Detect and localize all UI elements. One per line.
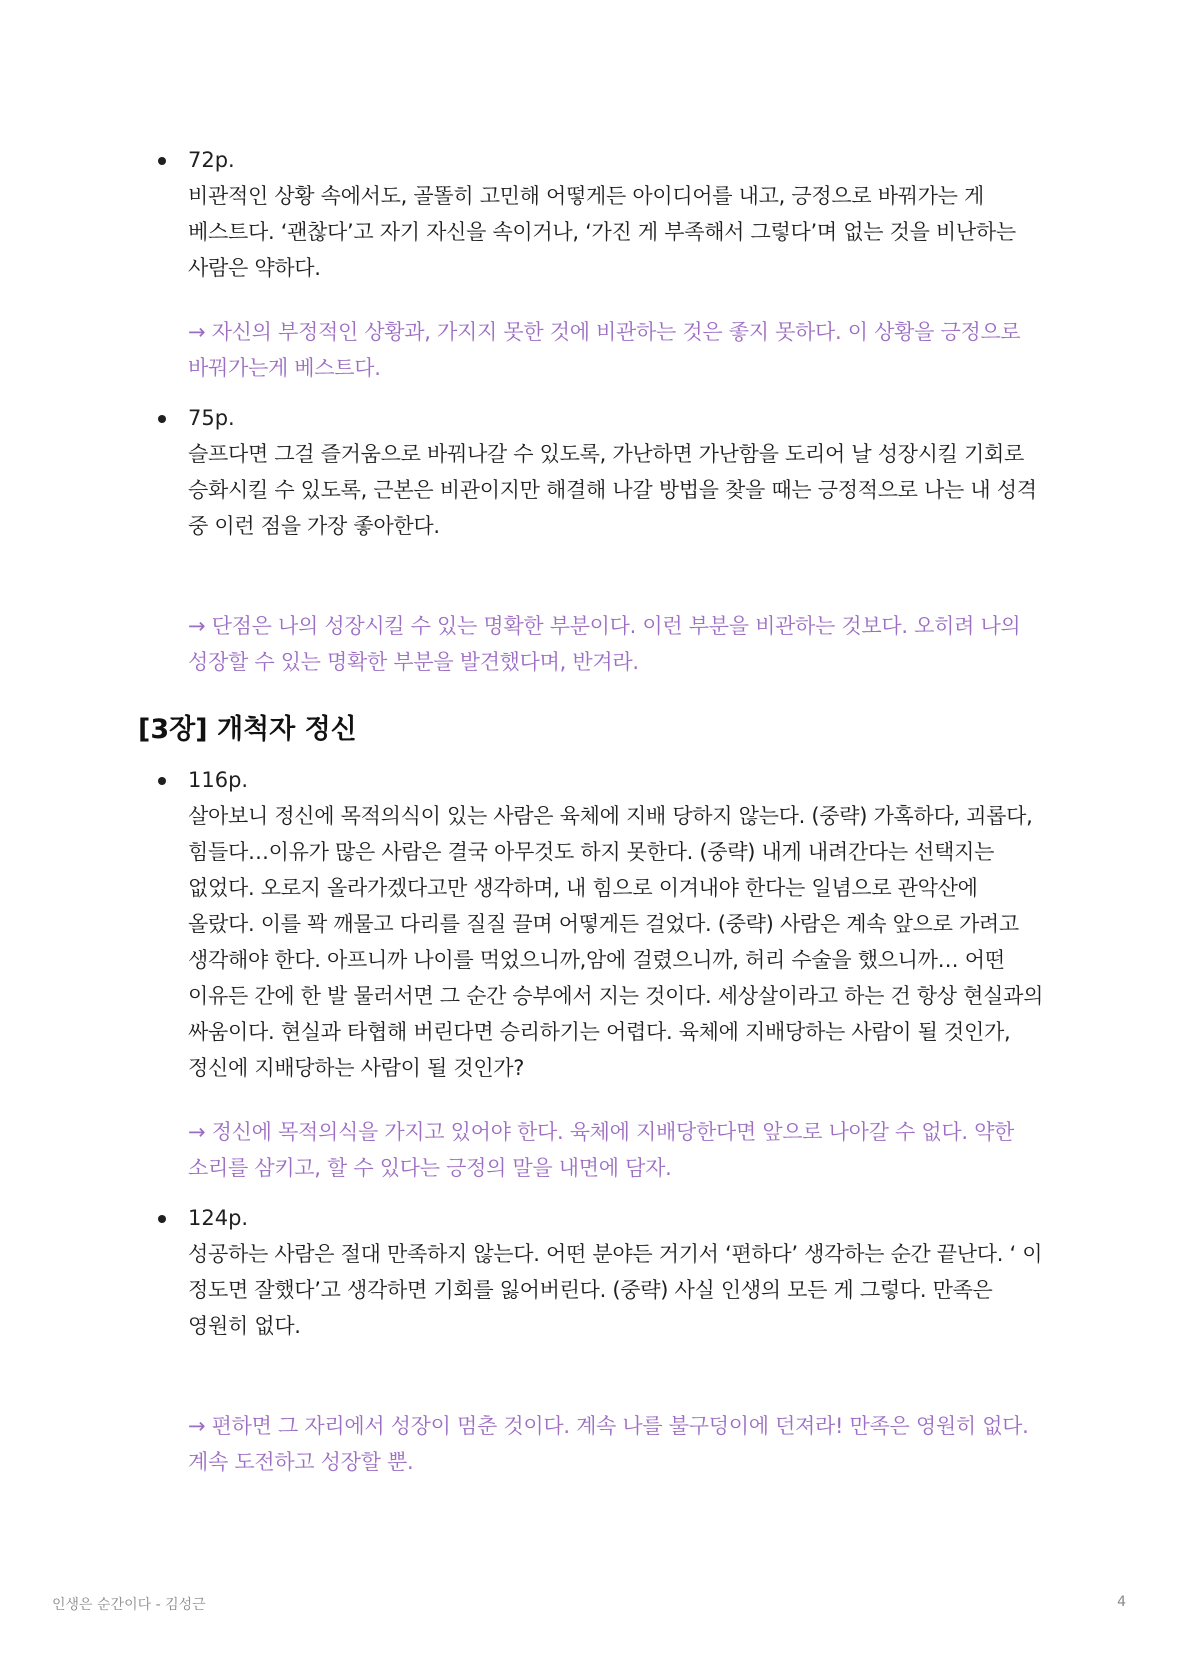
- book-quote: 성공하는 사람은 절대 만족하지 않는다. 어떤 분야든 거기서 ‘편하다’ 생각하는 순간 끝난다. ‘ 이 정도면 잘했다’고 생각하면 기회를 잃어버린다. (중략) 사실 인생의 모든 게 그렇다. 만족은 영원히 없다.: [188, 1242, 1043, 1338]
- bullet-icon: [158, 415, 166, 423]
- bullet-icon: [158, 1215, 166, 1223]
- list-item: [146, 400, 1046, 680]
- list-item: [146, 142, 1046, 386]
- footer-book-title: 인생은 순간이다 - 김성근: [52, 1597, 206, 1613]
- reflection-note: → 편하면 그 자리에서 성장이 멈춘 것이다. 계속 나를 불구덩이에 던져라! 만족은 영원히 없다. 계속 도전하고 성장할 뿐.: [188, 1414, 1029, 1474]
- list-item: [146, 762, 1046, 1186]
- book-quote: 슬프다면 그걸 즐거움으로 바꿔나갈 수 있도록, 가난하면 가난함을 도리어 날 성장시킬 기회로 승화시킬 수 있도록, 근본은 비관이지만 해결해 나갈 방법을 찾을 때는 긍정적으로 나는 내 성격 중 이런 점을 가장 좋아한다.: [188, 442, 1037, 538]
- reflection-note: → 단점은 나의 성장시킬 수 있는 명확한 부분이다. 이런 부분을 비관하는 것보다. 오히려 나의 성장할 수 있는 명확한 부분을 발견했다며, 반겨라.: [188, 614, 1021, 674]
- document-content: [138, 142, 1046, 1480]
- section-heading: [3장] 개척자 정신: [138, 714, 357, 745]
- reflection-note: → 정신에 목적의식을 가지고 있어야 한다. 육체에 지배당한다면 앞으로 나아갈 수 없다. 약한 소리를 삼키고, 할 수 있다는 긍정의 말을 내면에 담자.: [188, 1120, 1015, 1180]
- reflection-note: → 자신의 부정적인 상황과, 가지지 못한 것에 비관하는 것은 좋지 못하다. 이 상황을 긍정으로 바꿔가는게 베스트다.: [188, 320, 1021, 380]
- bullet-icon: [158, 777, 166, 785]
- page-reference: 72p.: [188, 148, 235, 172]
- bullet-icon: [158, 157, 166, 165]
- page-reference: 75p.: [188, 406, 235, 430]
- page-reference: 124p.: [188, 1206, 249, 1230]
- list-item: [146, 1200, 1046, 1480]
- book-quote: 비관적인 상황 속에서도, 골똘히 고민해 어떻게든 아이디어를 내고, 긍정으로 바꿔가는 게 베스트다. ‘괜찮다’고 자기 자신을 속이거나, ‘가진 게 부족해서 그렇다’며 없는 것을 비난하는 사람은 약하다.: [188, 184, 1016, 280]
- book-quote: 살아보니 정신에 목적의식이 있는 사람은 육체에 지배 당하지 않는다. (중략) 가혹하다, 괴롭다, 힘들다…이유가 많은 사람은 결국 아무것도 하지 못한다. (중략) 내게 내려간다는 선택지는 없었다. 오로지 올라가겠다고만 생각하며, 내 힘으로 이겨내야 한다는 일념으로 관악산에 올랐다. 이를 꽉 깨물고 다리를 질질 끌며 어떻게든 걸었다. (중략) 사람은 계속 앞으로 가려고 생각해야 한다. 아프니까 나이를 먹었으니까,암에 걸렸으니까, 허리 수술을 했으니까… 어떤 이유든 간에 한 발 물러서면 그 순간 승부에서 지는 것이다. 세상살이라고 하는 건 항상 현실과의 싸움이다. 현실과 타협해 버린다면 승리하기는 어렵다. 육체에 지배당하는 사람이 될 것인가, 정신에 지배당하는 사람이 될 것인가?: [188, 804, 1044, 1080]
- footer-page-number: 4: [1117, 1594, 1126, 1610]
- page-reference: 116p.: [188, 768, 249, 792]
